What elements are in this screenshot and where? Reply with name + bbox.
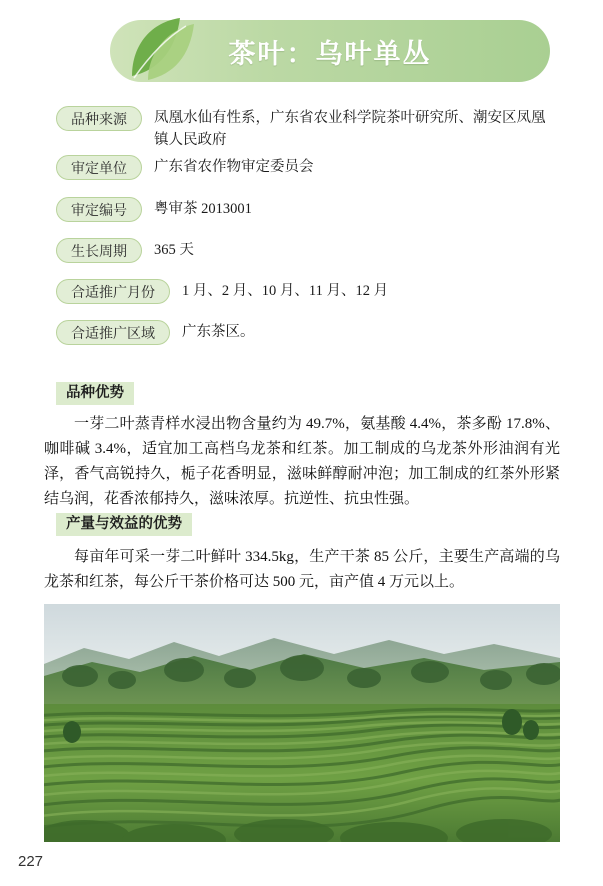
field-value: 凤凰水仙有性系，广东省农业科学院茶叶研究所、潮安区凤凰镇人民政府 — [154, 110, 546, 148]
field-row — [56, 279, 388, 304]
leaf-icon — [118, 14, 204, 88]
field-row — [56, 320, 255, 345]
page-number: 227 — [18, 853, 44, 870]
field-value: 广东省农作物审定委员会 — [154, 159, 314, 175]
field-row — [56, 106, 554, 151]
field-label: 生长周期 — [56, 238, 142, 263]
field-value: 广东茶区。 — [182, 324, 255, 340]
section-heading: 产量与效益的优势 — [56, 513, 192, 536]
field-value: 1 月、2 月、10 月、11 月、12 月 — [182, 283, 389, 299]
field-label: 审定编号 — [56, 197, 142, 222]
field-row — [56, 197, 252, 222]
section-body: 一芽二叶蒸青样水浸出物含量约为 49.7%，氨基酸 4.4%，茶多酚 17.8%、咖啡碱 3.4%，适宜加工高档乌龙茶和红茶。加工制成的乌龙茶外形油润有光泽，香气高锐持久，栀子花香明显，滋味鲜醇耐冲泡；加工制成的红茶外形紧结乌润，花香浓郁持久，滋味浓厚。抗逆性、抗虫性强。 — [44, 416, 560, 507]
field-label: 审定单位 — [56, 155, 142, 180]
field-label: 品种来源 — [56, 106, 142, 131]
field-label: 合适推广区域 — [56, 320, 170, 345]
page-title: 茶叶：乌叶单丛 — [228, 38, 432, 69]
field-value: 365 天 — [154, 242, 194, 258]
field-row — [56, 238, 194, 263]
field-row — [56, 155, 314, 180]
field-label: 合适推广月份 — [56, 279, 170, 304]
tea-plantation-photo — [44, 604, 560, 842]
section-body: 每亩年可采一芽二叶鲜叶 334.5kg，生产干茶 85 公斤，主要生产高端的乌龙茶和红茶，每公斤干茶价格可达 500 元，亩产值 4 万元以上。 — [44, 549, 560, 590]
section-heading: 品种优势 — [56, 382, 134, 405]
field-value: 粤审茶 2013001 — [154, 201, 252, 217]
